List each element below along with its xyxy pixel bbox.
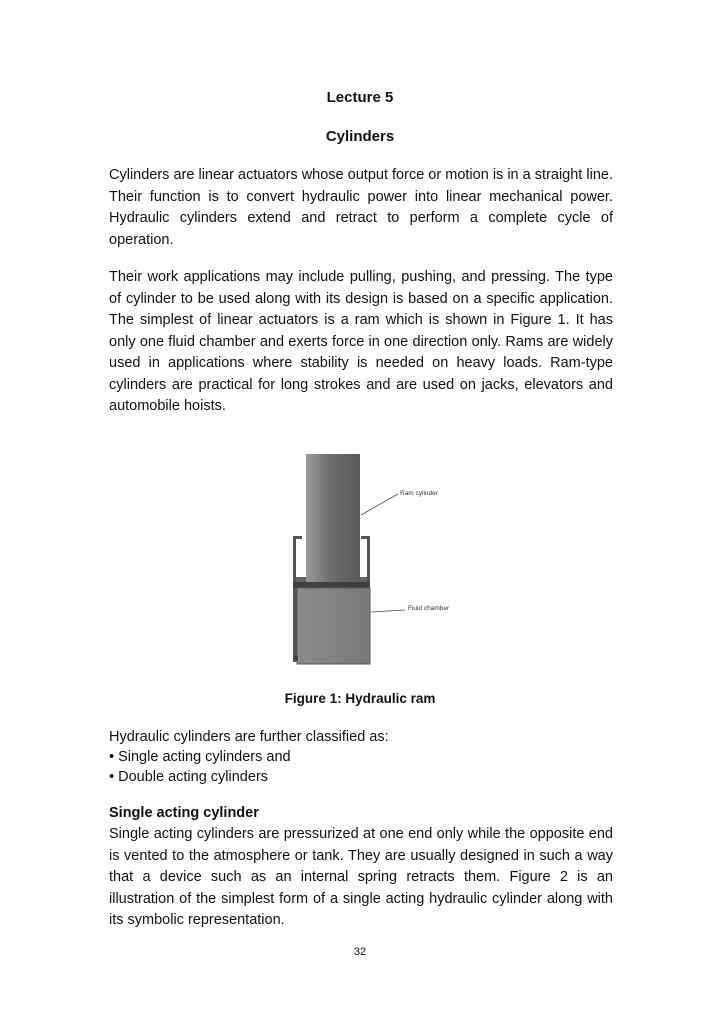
section-title: Cylinders [325, 128, 395, 145]
seal-right [360, 577, 367, 582]
ram-rod [306, 454, 360, 582]
classification-intro: Hydraulic cylinders are further classified as: [109, 729, 389, 745]
ram-leader-line [361, 494, 398, 515]
ram-cylinder-label: Ram cylinder [400, 490, 438, 497]
list-item: • Double acting cylinders [109, 769, 269, 785]
right-wall-lip [361, 536, 370, 539]
list-item: • Single acting cylinders and [109, 749, 291, 765]
port [293, 656, 298, 660]
chamber-leader-line [371, 610, 405, 612]
right-wall [367, 536, 370, 582]
page-number: 32 [353, 946, 367, 958]
seal-left [296, 577, 306, 582]
figure-hydraulic-ram [280, 450, 460, 670]
paragraph-2: Their work applications may include pulling, pushing, and pressing. The type of cylinder to be used along with its design is based on a specific application. The simplest of linear actuators is a ram which is shown in Figure 1. It has only one fluid chamber and exerts force in one direction only. Rams are widely used in applications where stability is needed on heavy loads. Ram-type cylinders are practical for long strokes and are used on jacks, elevators and automobile hoists. [109, 269, 613, 414]
fluid-chamber [297, 588, 370, 664]
ram-base-plate [293, 582, 370, 588]
left-wall-lip [293, 536, 302, 539]
paragraph-1: Cylinders are linear actuators whose output force or motion is in a straight line. Their function is to convert hydraulic power into linear mechanical power. Hydraulic cylinders extend and retract to perform a complete cycle of operation. [109, 167, 613, 248]
fluid-chamber-label: Fluid chamber [408, 605, 450, 612]
hydraulic-ram-diagram [280, 450, 460, 670]
single-acting-paragraph: Single acting cylinders are pressurized at one end only while the opposite end is vented to the atmosphere or tank. They are usually designed in such a way that a device such as an internal spring retracts them. Figure 2 is an illustration of the simplest form of a single acting hydraulic cylinder along with its symbolic representation. [109, 826, 613, 928]
figure-caption: Figure 1: Hydraulic ram [284, 691, 436, 706]
lecture-title: Lecture 5 [326, 89, 394, 106]
left-wall [293, 536, 296, 582]
section-heading: Single acting cylinder [109, 805, 259, 821]
chamber-left-wall [293, 588, 297, 662]
